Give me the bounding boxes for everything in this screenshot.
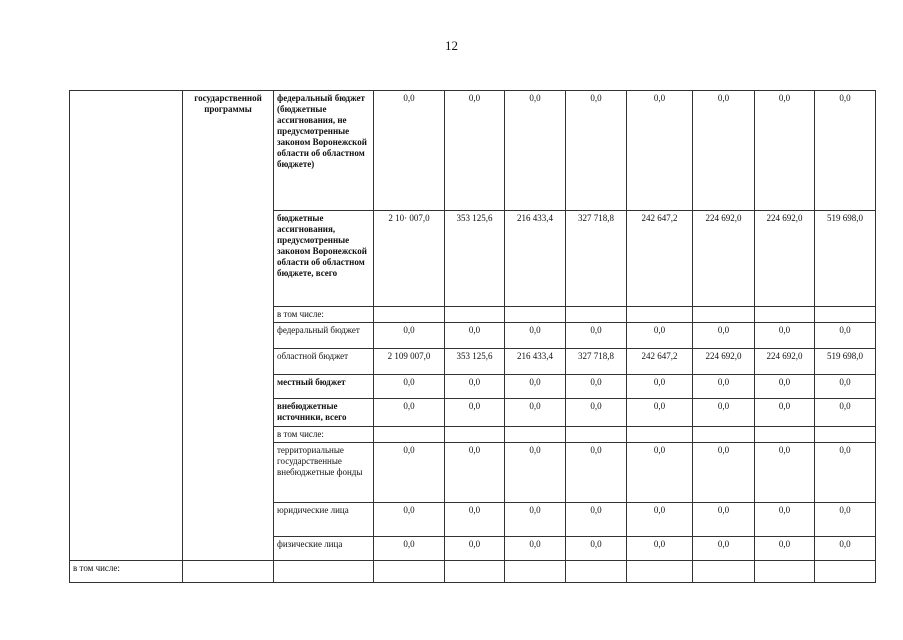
value-cell: 0,0 xyxy=(815,375,876,399)
value-cell: 0,0 xyxy=(566,443,627,503)
value-cell: 0,0 xyxy=(815,91,876,211)
value-cell: 0,0 xyxy=(505,503,566,537)
value-cell: 0,0 xyxy=(445,91,505,211)
value-cell: 0,0 xyxy=(815,443,876,503)
value-cell: 242 647,2 xyxy=(627,349,693,375)
value-cell: 0,0 xyxy=(566,323,627,349)
value-cell: 0,0 xyxy=(627,537,693,561)
value-cell: 0,0 xyxy=(374,537,445,561)
value-cell: 224 692,0 xyxy=(755,211,815,307)
value-cell: 0,0 xyxy=(505,537,566,561)
value-cell: 353 125,6 xyxy=(445,349,505,375)
value-cell: 0,0 xyxy=(445,399,505,427)
row-label: юридические лица xyxy=(274,503,374,537)
value-cell: 0,0 xyxy=(566,537,627,561)
value-cell: 0,0 xyxy=(693,399,755,427)
value-cell: 0,0 xyxy=(505,375,566,399)
value-cell: 224 692,0 xyxy=(693,349,755,375)
value-cell: 0,0 xyxy=(693,443,755,503)
value-cell: 0,0 xyxy=(566,399,627,427)
value-cell: 0,0 xyxy=(445,443,505,503)
value-cell: 0,0 xyxy=(693,323,755,349)
value-cell: 0,0 xyxy=(566,91,627,211)
value-cell: 216 433,4 xyxy=(505,349,566,375)
value-cell: 0,0 xyxy=(445,375,505,399)
value-cell: 0,0 xyxy=(815,503,876,537)
value-cell: 0,0 xyxy=(505,91,566,211)
value-cell: 0,0 xyxy=(445,503,505,537)
value-cell: 0,0 xyxy=(755,323,815,349)
value-cell: 0,0 xyxy=(755,443,815,503)
value-cell: 216 433,4 xyxy=(505,211,566,307)
value-cell: 0,0 xyxy=(627,375,693,399)
value-cell: 0,0 xyxy=(374,323,445,349)
value-cell: 0,0 xyxy=(755,91,815,211)
value-cell: 0,0 xyxy=(374,91,445,211)
value-cell: 0,0 xyxy=(627,91,693,211)
value-cell: 0,0 xyxy=(815,323,876,349)
value-cell: 0,0 xyxy=(755,537,815,561)
row-label: областной бюджет xyxy=(274,349,374,375)
value-cell: 0,0 xyxy=(445,323,505,349)
value-cell: 327 718,8 xyxy=(566,211,627,307)
value-cell: 0,0 xyxy=(627,323,693,349)
value-cell: 0,0 xyxy=(627,503,693,537)
row-label: внебюджетные источники, всего xyxy=(274,399,374,427)
value-cell: 224 692,0 xyxy=(755,349,815,375)
value-cell: 224 692,0 xyxy=(693,211,755,307)
row-label: бюджетные ассигнования, предусмотренные законом Воронежской области об областном бюджете, всего xyxy=(274,211,374,307)
row-label: федеральный бюджет (бюджетные ассигнования, не предусмотренные законом Воронежской области об областном бюджете) xyxy=(274,91,374,211)
value-cell: 0,0 xyxy=(815,399,876,427)
value-cell: 0,0 xyxy=(566,503,627,537)
value-cell: 0,0 xyxy=(693,375,755,399)
value-cell: 0,0 xyxy=(505,443,566,503)
value-cell: 0,0 xyxy=(693,91,755,211)
value-cell: 0,0 xyxy=(445,537,505,561)
value-cell: 2 10· 007,0 xyxy=(374,211,445,307)
value-cell: 2 109 007,0 xyxy=(374,349,445,375)
value-cell: 0,0 xyxy=(627,443,693,503)
row-label: в том числе: xyxy=(274,427,374,443)
value-cell: 0,0 xyxy=(374,399,445,427)
page-number: 12 xyxy=(445,38,458,53)
row-label: в том числе: xyxy=(274,307,374,323)
value-cell: 242 647,2 xyxy=(627,211,693,307)
value-cell: 0,0 xyxy=(815,537,876,561)
value-cell: 0,0 xyxy=(693,537,755,561)
value-cell: 0,0 xyxy=(755,399,815,427)
row-label: физические лица xyxy=(274,537,374,561)
value-cell: 353 125,6 xyxy=(445,211,505,307)
empty-cell xyxy=(70,91,183,561)
value-cell: 0,0 xyxy=(755,375,815,399)
value-cell: 0,0 xyxy=(505,399,566,427)
value-cell: 0,0 xyxy=(627,399,693,427)
value-cell: 0,0 xyxy=(374,443,445,503)
value-cell: 0,0 xyxy=(693,503,755,537)
row-label: местный бюджет xyxy=(274,375,374,399)
section-label: в том числе: xyxy=(70,561,183,583)
row-label: территориальные государственные внебюджетные фонды xyxy=(274,443,374,503)
value-cell: 0,0 xyxy=(755,503,815,537)
row-label: федеральный бюджет xyxy=(274,323,374,349)
program-label: государственной программы xyxy=(183,91,274,561)
value-cell: 0,0 xyxy=(505,323,566,349)
budget-table xyxy=(69,90,876,583)
value-cell: 327 718,8 xyxy=(566,349,627,375)
value-cell: 519 698,0 xyxy=(815,211,876,307)
value-cell: 519 698,0 xyxy=(815,349,876,375)
table-row xyxy=(70,91,876,211)
value-cell: 0,0 xyxy=(566,375,627,399)
value-cell: 0,0 xyxy=(374,375,445,399)
table-row xyxy=(70,561,876,583)
value-cell: 0,0 xyxy=(374,503,445,537)
